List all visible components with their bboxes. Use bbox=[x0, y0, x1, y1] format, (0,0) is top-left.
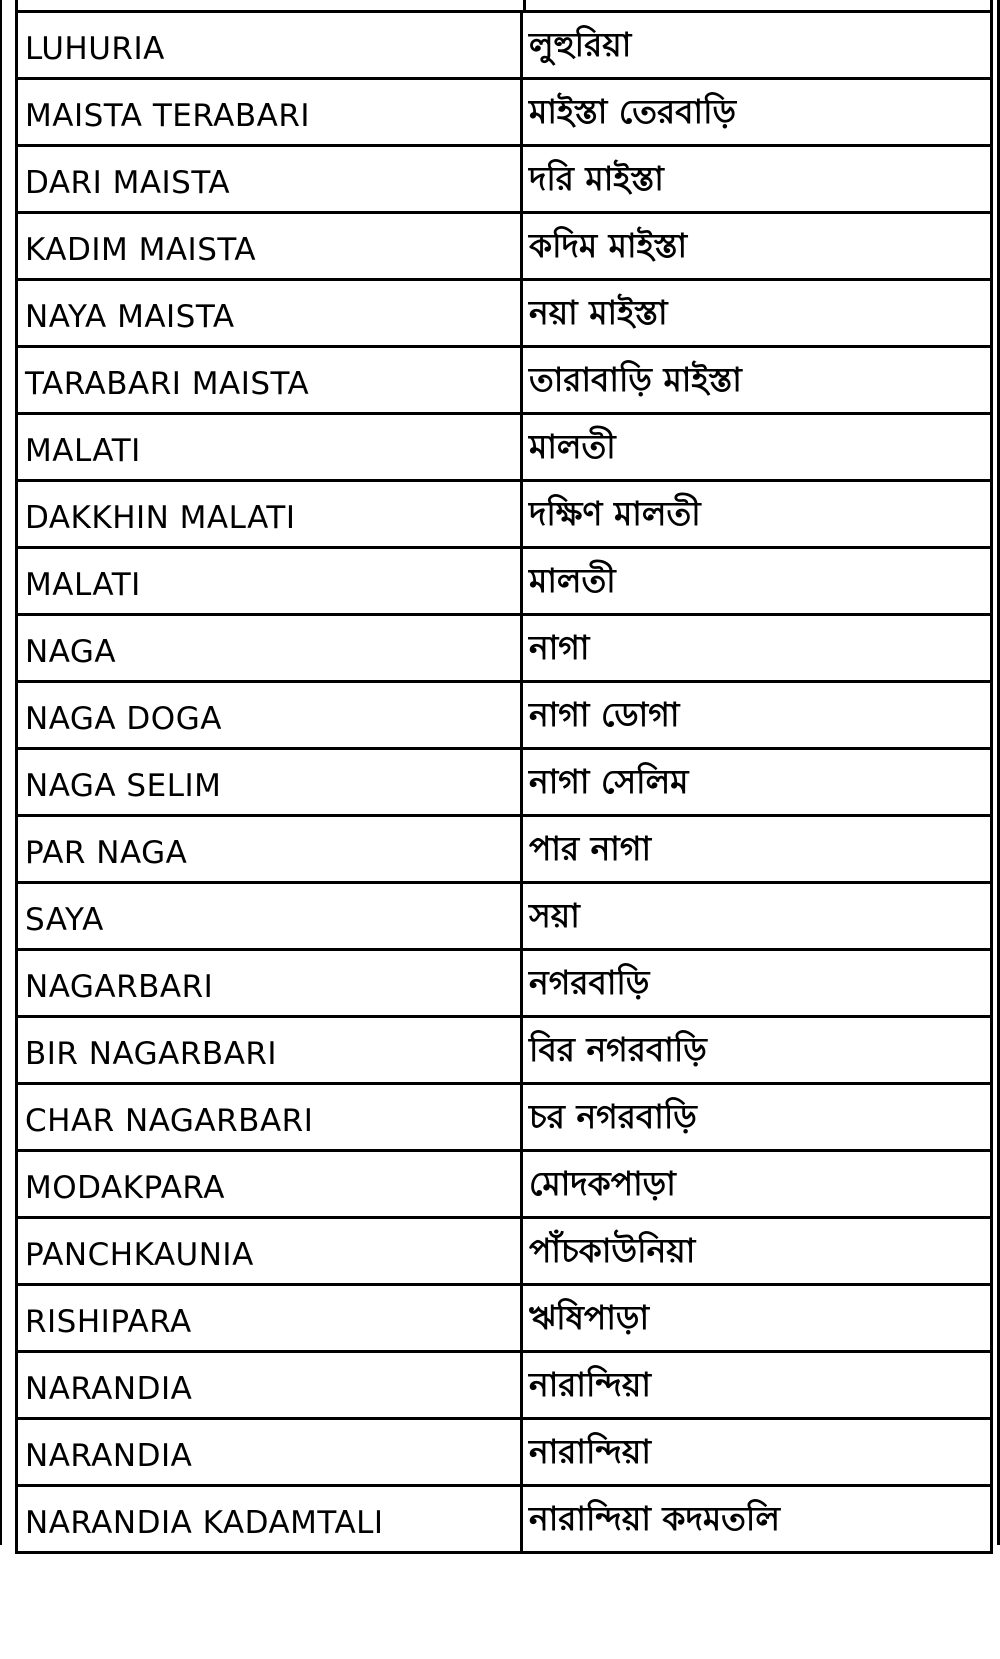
table-row bbox=[18, 1085, 990, 1152]
bengali-name-cell: তারাবাড়ি মাইস্তা bbox=[529, 360, 742, 399]
english-name-cell: RISHIPARA bbox=[18, 1286, 523, 1350]
bengali-name-cell: মাইস্তা তেরবাড়ি bbox=[529, 92, 737, 131]
table-row bbox=[18, 549, 990, 616]
table-row bbox=[18, 348, 990, 415]
table-row bbox=[18, 147, 990, 214]
bengali-name-cell: লুহুরিয়া bbox=[529, 25, 632, 64]
table-row bbox=[18, 1152, 990, 1219]
table-row bbox=[18, 817, 990, 884]
bengali-name-cell: নয়া মাইস্তা bbox=[529, 293, 668, 332]
bengali-name-cell: মালতী bbox=[529, 427, 616, 466]
bengali-name-cell: নগরবাড়ি bbox=[529, 963, 650, 1002]
english-name-cell: MAISTA TERABARI bbox=[18, 80, 523, 144]
table-row bbox=[18, 1353, 990, 1420]
table-row bbox=[18, 482, 990, 549]
bengali-name-cell: নারান্দিয়া bbox=[529, 1432, 651, 1471]
bengali-name-cell: পাঁচকাউনিয়া bbox=[529, 1231, 696, 1270]
table-row bbox=[18, 1487, 990, 1554]
bengali-name-cell: নারান্দিয়া bbox=[529, 1365, 651, 1404]
bengali-name-cell: মোদকপাড়া bbox=[529, 1164, 676, 1203]
table-row bbox=[18, 616, 990, 683]
english-name-cell: TARABARI MAISTA bbox=[18, 348, 523, 412]
table-row bbox=[18, 415, 990, 482]
table-row bbox=[18, 13, 990, 80]
bengali-name-cell: চর নগরবাড়ি bbox=[529, 1097, 697, 1136]
bengali-name-cell: ঋষিপাড়া bbox=[529, 1298, 650, 1337]
table-row bbox=[18, 884, 990, 951]
table-row bbox=[18, 1286, 990, 1353]
english-name-cell: NARANDIA bbox=[18, 1353, 523, 1417]
english-name-cell: MALATI bbox=[18, 415, 523, 479]
outer-left-border bbox=[0, 0, 2, 1545]
table-row bbox=[18, 750, 990, 817]
bengali-name-cell: নাগা bbox=[529, 628, 590, 667]
english-name-cell: KADIM MAISTA bbox=[18, 214, 523, 278]
table-row bbox=[18, 214, 990, 281]
village-name-table bbox=[15, 0, 993, 1554]
english-name-cell: PAR NAGA bbox=[18, 817, 523, 881]
english-name-cell: SAYA bbox=[18, 884, 523, 948]
table-body bbox=[18, 13, 990, 1554]
english-name-cell: NARANDIA bbox=[18, 1420, 523, 1484]
english-name-cell: LUHURIA bbox=[18, 13, 523, 77]
table-row bbox=[18, 1018, 990, 1085]
column-divider bbox=[523, 0, 526, 13]
english-name-cell: DARI MAISTA bbox=[18, 147, 523, 211]
bengali-name-cell: নাগা সেলিম bbox=[529, 762, 689, 801]
table-row bbox=[18, 281, 990, 348]
table-row bbox=[18, 951, 990, 1018]
english-name-cell: CHAR NAGARBARI bbox=[18, 1085, 523, 1149]
english-name-cell: BIR NAGARBARI bbox=[18, 1018, 523, 1082]
bengali-name-cell: দরি মাইস্তা bbox=[529, 159, 664, 198]
english-name-cell: NAGA bbox=[18, 616, 523, 680]
bengali-name-cell: সয়া bbox=[529, 896, 580, 935]
bengali-name-cell: মালতী bbox=[529, 561, 616, 600]
english-name-cell: NAGARBARI bbox=[18, 951, 523, 1015]
bengali-name-cell: নাগা ডোগা bbox=[529, 695, 680, 734]
bengali-name-cell: বির নগরবাড়ি bbox=[529, 1030, 707, 1069]
bengali-name-cell: দক্ষিণ মালতী bbox=[529, 494, 701, 533]
english-name-cell: DAKKHIN MALATI bbox=[18, 482, 523, 546]
table-row bbox=[18, 1420, 990, 1487]
english-name-cell: MODAKPARA bbox=[18, 1152, 523, 1216]
bengali-name-cell: পার নাগা bbox=[529, 829, 652, 868]
bengali-name-cell: কদিম মাইস্তা bbox=[529, 226, 688, 265]
table-row bbox=[18, 683, 990, 750]
english-name-cell: MALATI bbox=[18, 549, 523, 613]
table-row bbox=[18, 1219, 990, 1286]
table-row bbox=[18, 80, 990, 147]
english-name-cell: NARANDIA KADAMTALI bbox=[18, 1487, 523, 1551]
previous-row-stub bbox=[18, 0, 990, 13]
english-name-cell: NAYA MAISTA bbox=[18, 281, 523, 345]
english-name-cell: NAGA SELIM bbox=[18, 750, 523, 814]
english-name-cell: NAGA DOGA bbox=[18, 683, 523, 747]
english-name-cell: PANCHKAUNIA bbox=[18, 1219, 523, 1283]
bengali-name-cell: নারান্দিয়া কদমতলি bbox=[529, 1499, 780, 1538]
